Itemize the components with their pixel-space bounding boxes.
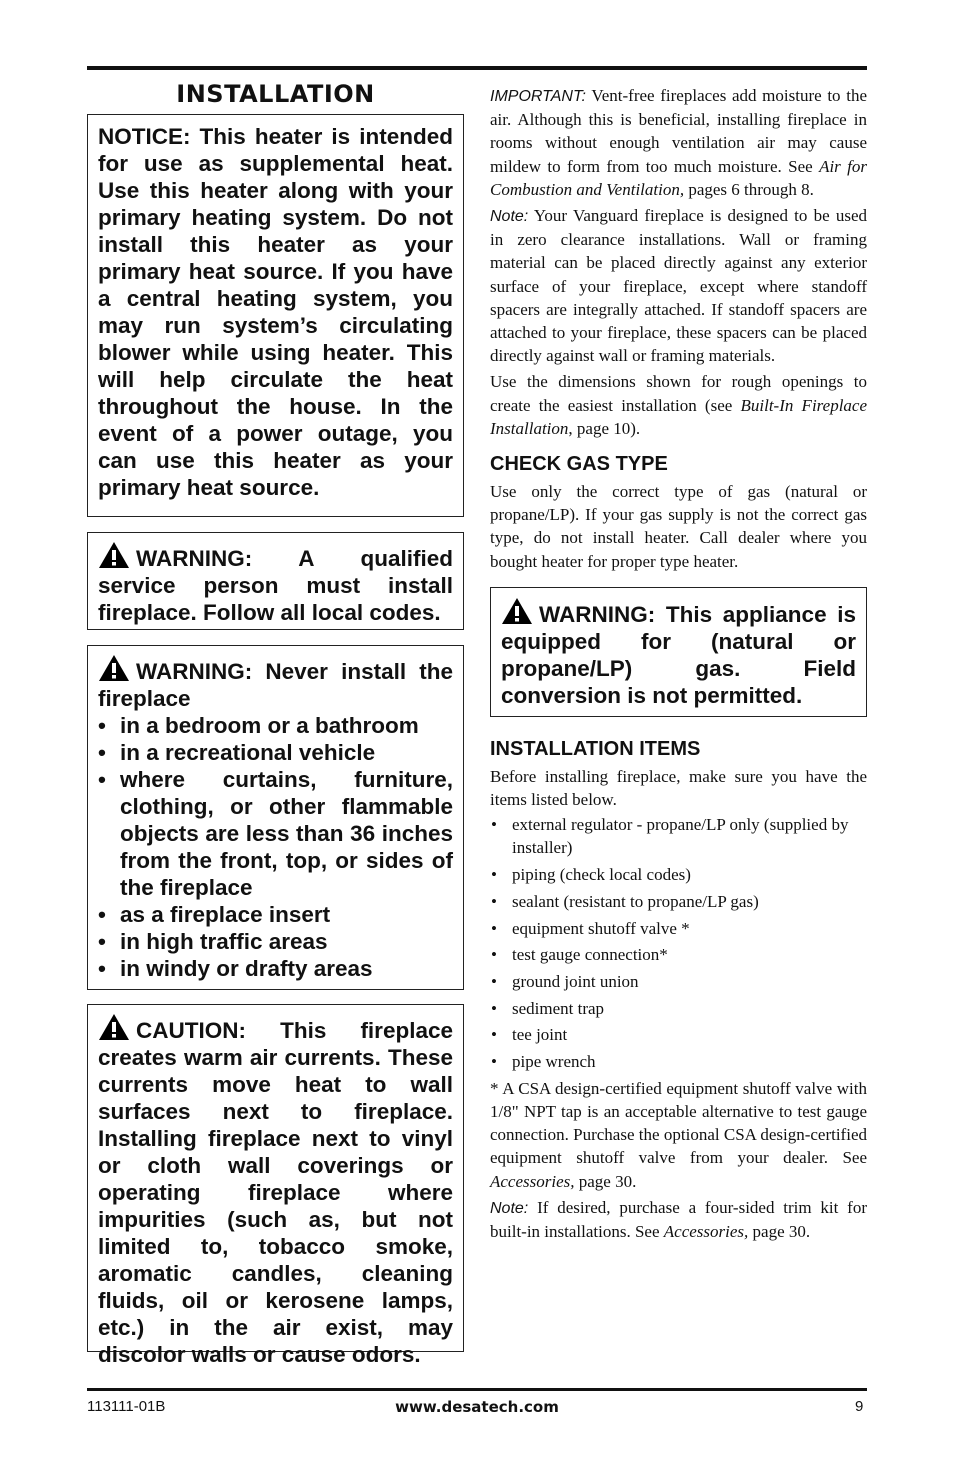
check-gas-heading: CHECK GAS TYPE	[490, 453, 668, 476]
list-item: • where curtains, furniture, clothing, or other flammable objects are less than 36 inches from the front, top, or sides of the fireplace	[98, 766, 453, 901]
list-item: • test gauge connection*	[490, 943, 867, 966]
warning-box-qualified	[87, 532, 464, 630]
list-item: • pipe wrench	[490, 1050, 867, 1073]
list-item: • in windy or drafty areas	[98, 955, 453, 982]
caution-text: CAUTION: This fireplace creates warm air currents. These currents move heat to wall surfaces next to fireplace. Installing fireplace next to vinyl or cloth wall coverings or operating fireplace where impurities (such as, but not limited to, tobacco smoke, aromatic candles, cleaning fluids, oil or kerosene lamps, etc.) in the air exist, may discolor walls or cause odors.	[98, 1018, 453, 1367]
caution-box	[87, 1004, 464, 1367]
warning-qualified-text: WARNING: A qualified service person must install fireplace. Follow all local codes.	[98, 546, 453, 625]
list-item: • piping (check local codes)	[490, 863, 867, 886]
installation-items-list	[490, 813, 867, 1073]
warning-gas-type-text: WARNING: This appliance is equipped for (natural or propane/LP) gas. Field conversion is not permitted.	[501, 601, 856, 708]
top-rule	[87, 66, 867, 70]
list-item: • external regulator - propane/LP only (supplied by installer)	[490, 813, 867, 859]
important-paragraph: IMPORTANT: Vent-free fireplaces add moisture to the air. Although this is beneficial, installing fireplace in rooms without enough ventilation air may cause mildew to form from too much moisture. See Air for Combustion and Ventilation, pages 6 through 8.	[490, 86, 867, 199]
page-number: 9	[855, 1398, 864, 1415]
left-column	[87, 80, 464, 1367]
bottom-rule	[87, 1388, 867, 1391]
list-item: • as a fireplace insert	[98, 901, 453, 928]
check-gas-text: Use only the correct type of gas (natural or propane/LP). If your gas supply is not the correct gas type, do not install heater. Call dealer where you bought heater for proper type heater.	[490, 482, 867, 571]
warning-triangle-icon	[98, 654, 132, 681]
dimensions-paragraph: Use the dimensions shown for rough openings to create the easiest installation (see Built-In Fireplace Installation, page 10).	[490, 372, 868, 438]
website-link[interactable]: www.desatech.com	[395, 1398, 559, 1416]
list-item: • in a bedroom or a bathroom	[98, 712, 453, 739]
notice-box	[87, 114, 464, 517]
list-item: • ground joint union	[490, 970, 867, 993]
list-item: • sealant (resistant to propane/LP gas)	[490, 890, 867, 913]
installation-items-heading: INSTALLATION ITEMS	[490, 737, 701, 760]
list-item: • in high traffic areas	[98, 928, 453, 955]
list-item: • tee joint	[490, 1023, 867, 1046]
notice-text: NOTICE: This heater is intended for use as supplemental heat. Use this heater along with your primary heating system. Do not install this heater as your primary heat source. If you have a central heating system, you may run system’s circulating blower while using heater. This will help circulate the heat throughout the house. In the event of a power outage, you can use this heater as your primary heat source.	[98, 124, 453, 500]
note-paragraph: Note: Your Vanguard fireplace is designed to be used in zero clearance installations. Wall or framing material can be placed directly against any exterior surface of your fireplace, except where standoff spacers are integrally attached. If standoff spacers are attached to your fireplace, these spacers can be placed directly against wall or framing materials.	[490, 206, 867, 366]
warning-triangle-icon	[98, 541, 132, 568]
right-column	[490, 84, 867, 1243]
warning-triangle-icon	[98, 1013, 132, 1040]
list-item: • sediment trap	[490, 997, 867, 1020]
warning-box-gas-type	[490, 587, 867, 717]
footnote-paragraph: * A CSA design-certified equipment shutoff valve with 1/8" NPT tap is an acceptable alternative to test gauge connection. Purchase the optional CSA design-certified equipment shutoff valve from your dealer. See Accessories, page 30.	[490, 1078, 867, 1191]
warning-triangle-icon	[501, 597, 535, 624]
never-install-list	[98, 712, 453, 982]
section-title: INSTALLATION	[176, 80, 375, 108]
list-item: • equipment shutoff valve *	[490, 917, 867, 940]
warning-box-never-install	[87, 645, 464, 990]
list-item: • in a recreational vehicle	[98, 739, 453, 766]
warning-never-install-intro: WARNING: Never install the fireplace	[98, 659, 453, 711]
note-trim-kit-paragraph: Note: If desired, purchase a four-sided trim kit for built-in installations. See Accessories, page 30.	[490, 1197, 867, 1242]
part-number: 113111-01B	[87, 1398, 166, 1415]
installation-items-intro: Before installing fireplace, make sure you have the items listed below.	[490, 766, 867, 810]
